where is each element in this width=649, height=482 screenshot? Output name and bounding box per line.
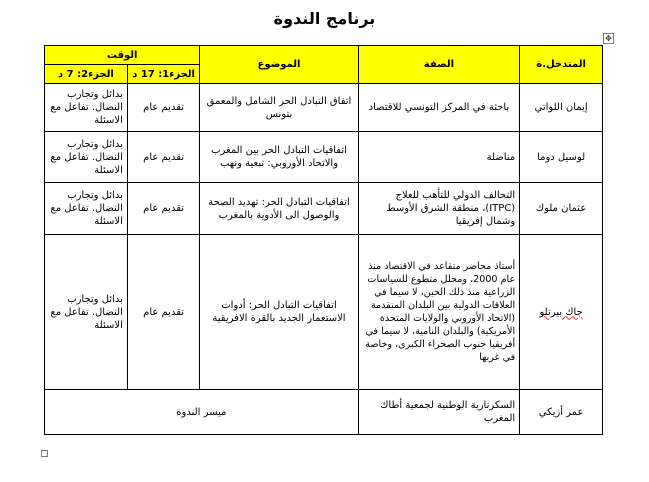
table-row: [45, 84, 603, 132]
moderator-row: [45, 390, 603, 435]
header-part2: الجزء2: 7 د: [45, 65, 128, 84]
table-resize-handle-icon[interactable]: [41, 450, 48, 457]
part2-cell: بدائل وتجارب النضال. تفاعل مع الاسئلة: [45, 84, 128, 132]
speaker-cell: [520, 235, 603, 390]
speaker-name: جاك بيرتلو: [539, 306, 583, 318]
table-row: [45, 132, 603, 183]
capacity-cell: السكرتارية الوطنية لجمعية أطاك المغرب: [358, 390, 519, 435]
capacity-cell: مناضلة: [358, 132, 519, 183]
part1-cell: تقديم عام: [127, 235, 199, 390]
capacity-cell: التحالف الدولي للتأهب للعلاج (ITPC)، منطقة الشرق الأوسط وشمال إفريقيا: [358, 183, 519, 235]
topic-cell: اتفاقيات التبادل الحر: تهديد الصحة والوصول الى الأدوية بالمغرب: [200, 183, 358, 235]
part2-cell: بدائل وتجارب النضال. تفاعل مع الاسئلة: [45, 132, 128, 183]
header-topic: الموضوع: [200, 46, 358, 84]
topic-cell: اتفاقيات التبادل الحر بين المغرب والاتحاد الأوروبي: تبعية ونهب: [200, 132, 358, 183]
speaker-cell: إيمان اللواتي: [520, 84, 603, 132]
topic-cell: اتفاقيات التبادل الحر: أدوات الاستعمار الجديد بالقرة الافريقية: [200, 235, 358, 390]
program-table: [44, 45, 603, 435]
header-time: الوقت: [45, 46, 200, 65]
part1-cell: تقديم عام: [127, 84, 199, 132]
page-title: برنامج الندوة: [273, 9, 376, 28]
speaker-cell: عمر أزيكي: [520, 390, 603, 435]
topic-cell: اتفاق التبادل الحر الشامل والمعمق بتونس: [200, 84, 358, 132]
part1-cell: تقديم عام: [127, 183, 199, 235]
part2-cell: بدائل وتجارب النضال. تفاعل مع الاسئلة: [45, 235, 128, 390]
header-part1: الجزء1: 17 د: [127, 65, 199, 84]
header-speaker: المتدخل.ة: [520, 46, 603, 84]
table-row: [45, 183, 603, 235]
table-row: [45, 235, 603, 390]
capacity-cell: أستاذ محاضر متقاعد في الاقتصاد منذ عام 2000، ومحلل متطوع للسياسات الزراعية منذ ذلك الحين، لا سيما في العلاقات الدولية بين البلدان المتقدمة (الاتحاد الأوروبي والولايات المتحدة الأمريكية) والبلدان النامية، لا سيما في أفريقيا جنوب الصحراء الكبرى، وخاصة في غربها: [358, 235, 519, 390]
part2-cell: بدائل وتجارب النضال. تفاعل مع الاسئلة: [45, 183, 128, 235]
speaker-cell: عثمان ملوك: [520, 183, 603, 235]
table-move-handle-icon[interactable]: ✥: [603, 33, 614, 44]
capacity-cell: باحثة في المركز التونسي للاقتصاد: [358, 84, 519, 132]
speaker-cell: لوسيل دوما: [520, 132, 603, 183]
moderator-role-cell: ميسر الندوة: [45, 390, 359, 435]
part1-cell: تقديم عام: [127, 132, 199, 183]
header-capacity: الصفة: [358, 46, 519, 84]
